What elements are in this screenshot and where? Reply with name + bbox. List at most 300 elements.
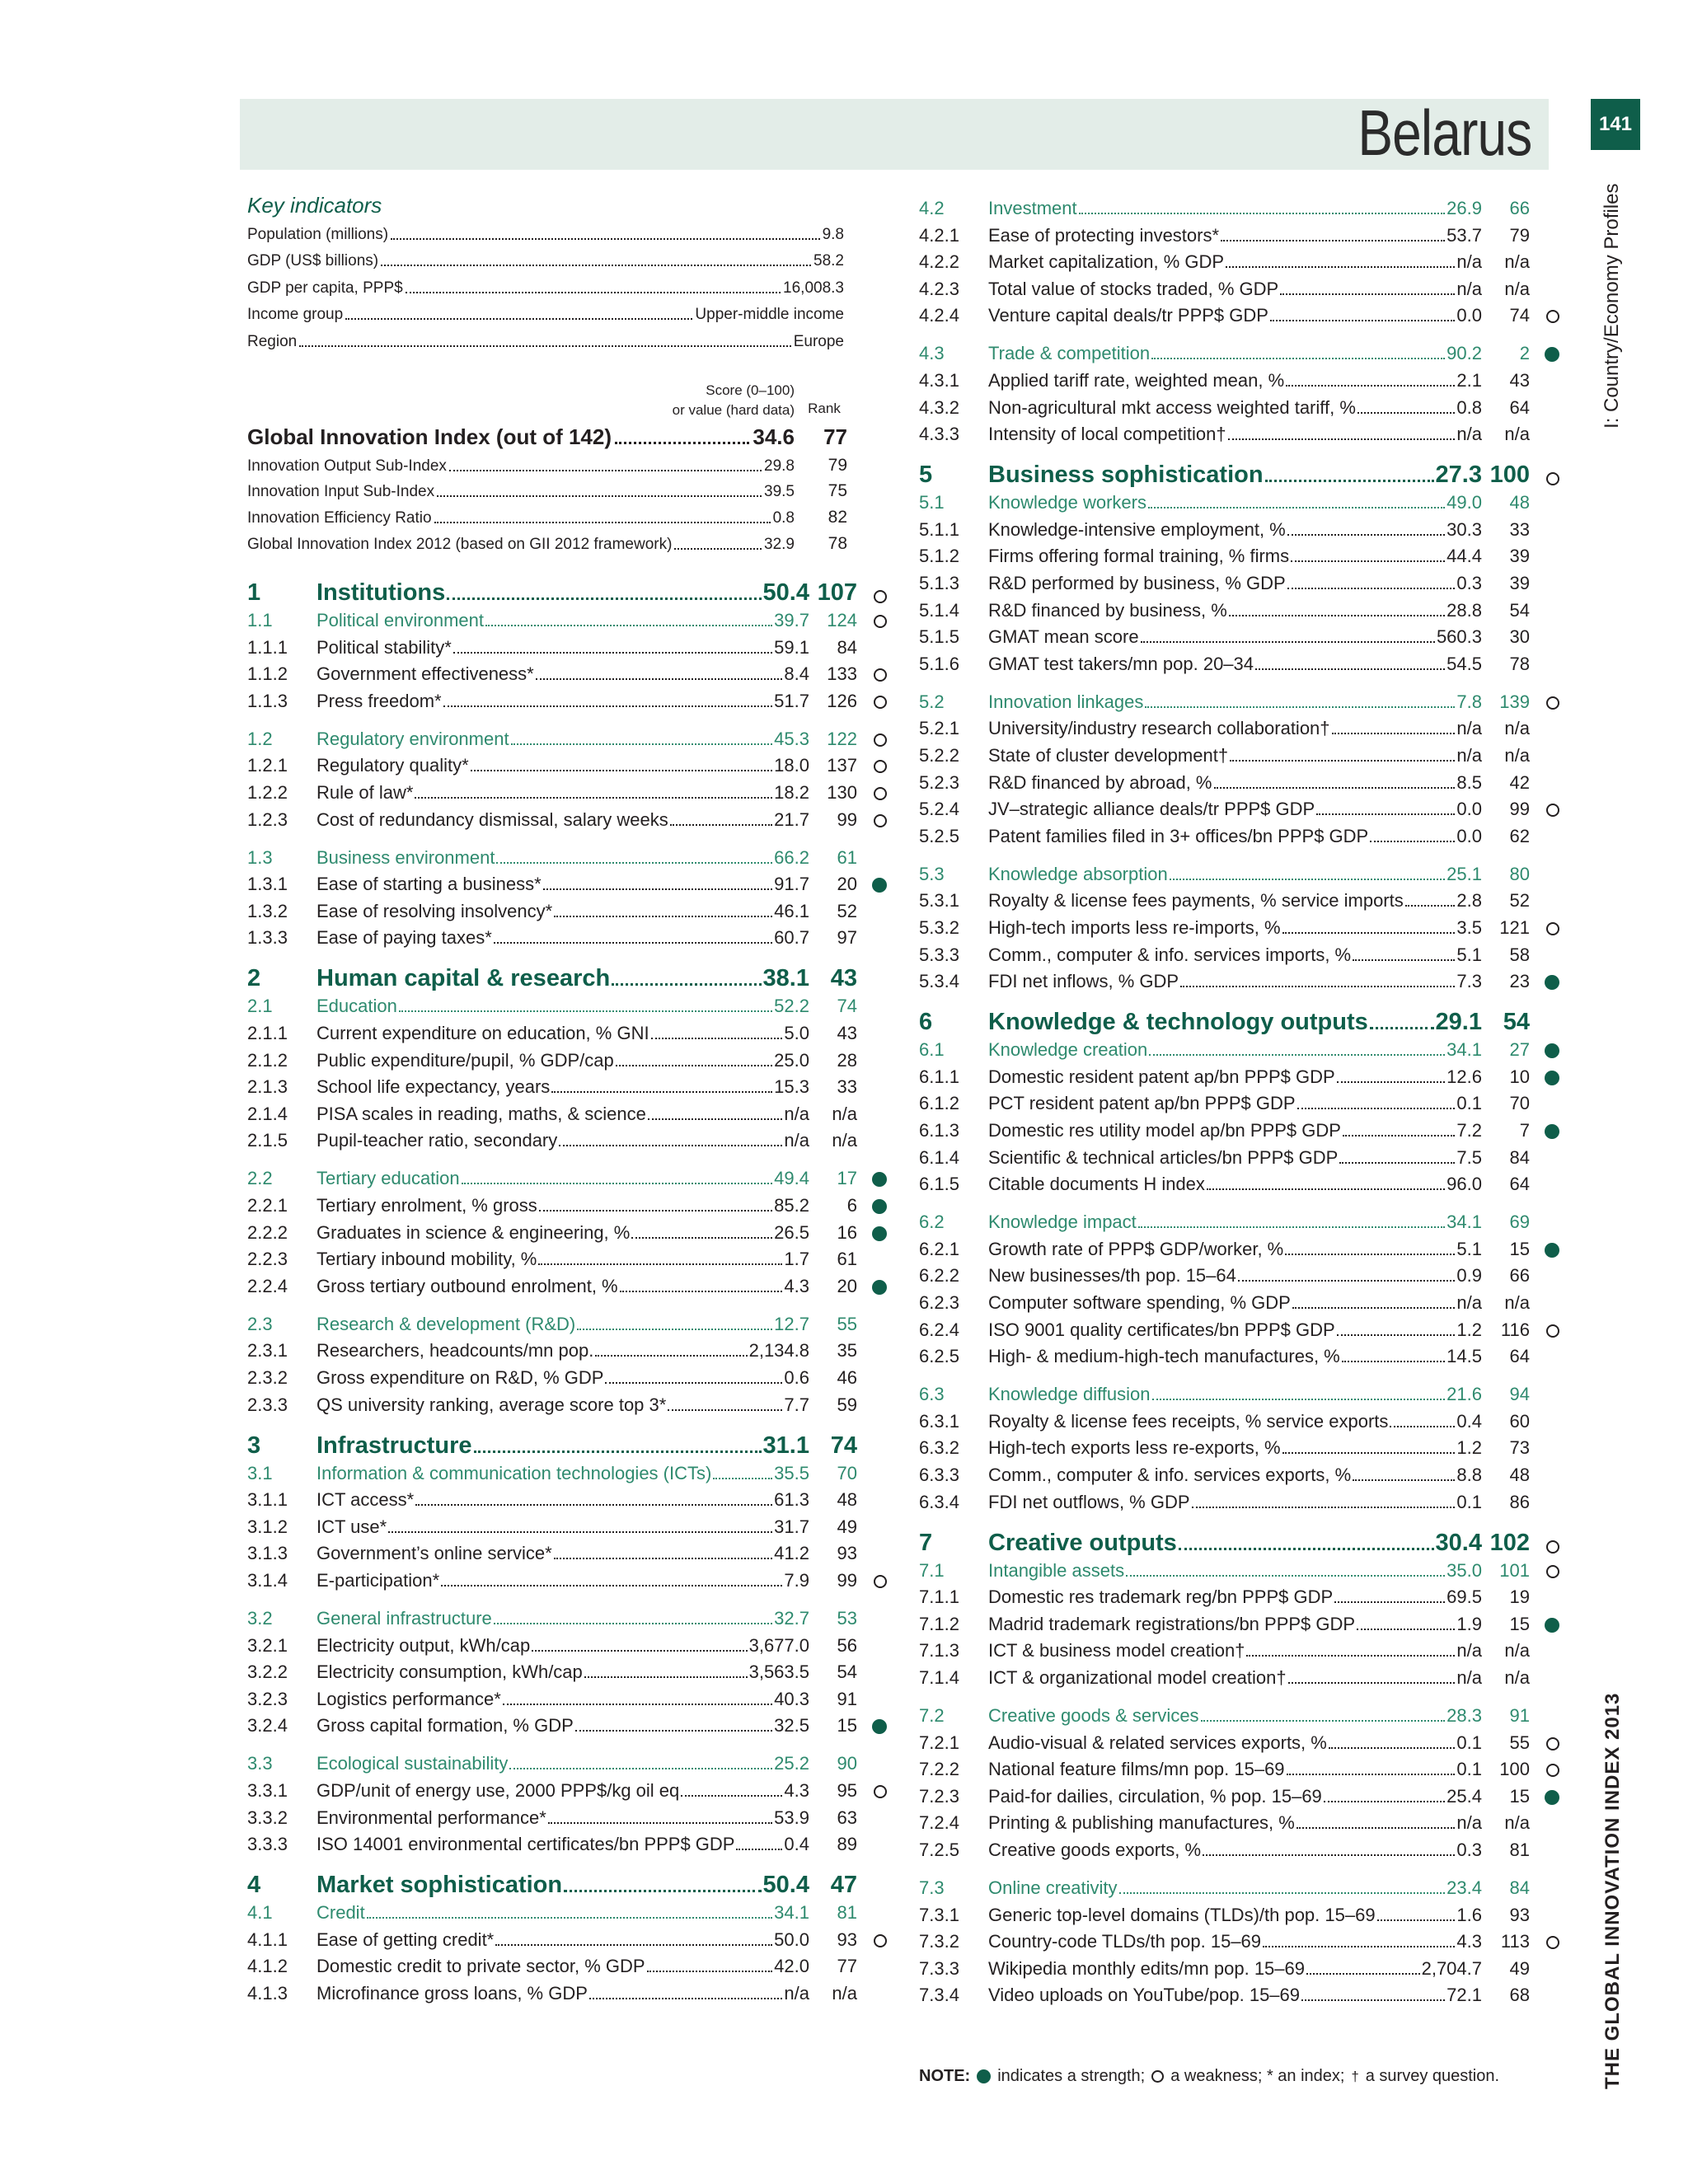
indicator-label: Knowledge absorption: [988, 863, 1168, 884]
marker-slot: [1530, 693, 1559, 713]
indicator-label: Investment: [988, 198, 1077, 218]
indicator-rank: 81: [1509, 1840, 1530, 1860]
indicator-row: [919, 394, 1559, 419]
marker-slot: [1530, 1213, 1559, 1233]
dot-leader: [532, 1650, 747, 1652]
key-indicator-label: Income group: [247, 306, 344, 323]
subindex-row: [247, 476, 847, 501]
indicator-value: 7.9: [784, 1570, 809, 1591]
marker-slot: [1530, 521, 1559, 541]
indicator-label: ISO 9001 quality certificates/bn PPP$ GDP: [988, 1319, 1335, 1340]
strength-marker-icon: [1545, 1043, 1559, 1058]
weakness-marker-icon: [874, 1934, 887, 1947]
dot-leader: [564, 1890, 761, 1892]
indicator-number: 6.1.2: [919, 1093, 959, 1114]
indicator-rank: 20: [837, 874, 857, 895]
indicator-rank: 35: [837, 1340, 857, 1361]
indicator-value: 5.0: [784, 1023, 809, 1043]
dot-leader: [1148, 507, 1445, 509]
dot-leader: [577, 1329, 772, 1330]
marker-slot: [857, 1169, 887, 1189]
indicator-number: 1.2.2: [247, 782, 288, 803]
dot-leader: [1230, 760, 1455, 762]
indicator-rank: 64: [1509, 1174, 1530, 1195]
marker-slot: [857, 811, 887, 831]
marker-slot: [1530, 1041, 1559, 1061]
indicator-value: 53.9: [774, 1807, 809, 1828]
indicator-row: [919, 1170, 1559, 1195]
indicator-label: Creative outputs: [988, 1529, 1177, 1556]
indicator-label: Tertiary inbound mobility, %: [316, 1249, 537, 1270]
indicator-value: n/a: [1456, 278, 1482, 299]
indicator-value: 44.4: [1447, 546, 1482, 567]
indicator-value: n/a: [1456, 718, 1482, 739]
indicator-value: 59.1: [774, 636, 809, 658]
weakness-marker-icon: [1151, 2070, 1164, 2083]
dot-leader: [1221, 240, 1445, 241]
weakness-marker-icon: [874, 615, 887, 628]
indicator-value: 51.7: [774, 690, 809, 711]
subindex-rank: 78: [828, 534, 847, 553]
key-indicator-row: [247, 302, 844, 324]
indicator-value: 35.0: [1447, 1559, 1482, 1581]
dot-leader: [1152, 1399, 1446, 1400]
indicator-number: 3.3: [247, 1753, 273, 1774]
indicator-row: [247, 1245, 887, 1270]
indicator-rank: 30: [1509, 626, 1530, 648]
indicator-number: 6.2.2: [919, 1265, 959, 1286]
indicator-row: [919, 1144, 1559, 1169]
indicator-rank: 91: [837, 1688, 857, 1709]
indicator-number: 7.2.1: [919, 1732, 959, 1753]
subindex-row: [247, 529, 847, 554]
dot-leader: [495, 1944, 772, 1946]
indicator-label: Education: [316, 996, 397, 1017]
indicator-value: 28.3: [1447, 1705, 1482, 1726]
indicator-label: Audio-visual & related services exports, %: [988, 1732, 1327, 1753]
indicator-number: 2.1.4: [247, 1103, 288, 1124]
indicator-number: 5.2.1: [919, 718, 959, 739]
marker-slot: [857, 1782, 887, 1802]
indicator-number: 6.3.2: [919, 1437, 959, 1459]
indicator-value: 0.9: [1456, 1265, 1482, 1286]
dot-leader: [399, 1010, 772, 1012]
indicator-value: 7.2: [1456, 1120, 1482, 1141]
subpillar-row: [919, 489, 1559, 513]
indicator-rank: 79: [1509, 224, 1530, 246]
marker-slot: [857, 1078, 887, 1098]
dot-leader: [1179, 1548, 1434, 1550]
indicator-row: [919, 1955, 1559, 1980]
indicator-label: Knowledge-intensive employment, %: [988, 518, 1286, 540]
indicator-number: 4.2: [919, 198, 945, 218]
dot-leader: [1291, 560, 1445, 562]
indicator-label: Cost of redundancy dismissal, salary weeks: [316, 808, 668, 830]
indicator-rank: 73: [1509, 1437, 1530, 1459]
indicator-rank: 130: [827, 782, 857, 803]
dot-leader: [1214, 787, 1456, 789]
dot-leader: [1201, 1720, 1446, 1722]
indicator-rank: 95: [837, 1780, 857, 1801]
marker-slot: [1530, 628, 1559, 648]
indicator-number: 3.1.3: [247, 1543, 288, 1564]
dot-leader: [415, 797, 772, 799]
indicator-row: [247, 1830, 887, 1855]
indicator-rank: 126: [827, 690, 857, 711]
key-indicator-row: [247, 223, 844, 244]
marker-slot: [1530, 574, 1559, 594]
indicator-row: [247, 1804, 887, 1829]
indicator-value: 560.3: [1436, 626, 1482, 648]
indicator-number: 3: [247, 1432, 261, 1459]
indicator-number: 3.2: [247, 1608, 273, 1629]
indicator-number: 2.2.4: [247, 1275, 288, 1296]
indicator-label: Credit: [316, 1902, 365, 1924]
indicator-value: 25.0: [774, 1049, 809, 1071]
indicator-row: [247, 924, 887, 949]
indicator-row: [247, 1391, 887, 1416]
dot-leader: [1324, 1801, 1445, 1802]
indicator-row: [919, 1262, 1559, 1286]
indicator-label: Ease of getting credit*: [316, 1929, 495, 1950]
indicator-rank: 137: [827, 755, 857, 776]
indicator-value: n/a: [1456, 424, 1482, 445]
marker-slot: [1530, 1094, 1559, 1114]
indicator-value: 0.3: [1456, 1840, 1482, 1860]
indicator-label: Research & development (R&D): [316, 1313, 576, 1334]
indicator-rank: 116: [1500, 1319, 1530, 1340]
indicator-value: 12.7: [774, 1313, 809, 1334]
indicator-rank: 6: [846, 1195, 857, 1216]
indicator-rank: 20: [837, 1275, 857, 1296]
indicator-value: 0.3: [1456, 573, 1482, 593]
indicator-row: [247, 1926, 887, 1951]
indicator-rank: 16: [837, 1221, 857, 1243]
indicator-label: Royalty & license fees receipts, % service exports: [988, 1410, 1389, 1432]
indicator-number: 6.1.5: [919, 1174, 959, 1195]
indicator-number: 5.3.1: [919, 890, 959, 912]
indicator-label: Royalty & license fees payments, % service imports: [988, 890, 1404, 912]
dot-leader: [1286, 385, 1455, 387]
indicator-row: [247, 1019, 887, 1044]
indicator-number: 1.1: [247, 610, 273, 630]
indicator-label: Business environment: [316, 846, 495, 868]
indicator-rank: 99: [837, 1570, 857, 1591]
indicator-label: Creative goods exports, %: [988, 1840, 1202, 1860]
indicator-row: [919, 1783, 1559, 1807]
subpillar-row: [919, 1874, 1559, 1899]
indicator-label: ISO 14001 environmental certificates/bn PPP$ GDP: [316, 1834, 735, 1855]
marker-slot: [1530, 1841, 1559, 1861]
dot-leader: [1229, 615, 1445, 616]
indicator-number: 2.1.1: [247, 1023, 288, 1043]
indicator-rank: 84: [837, 636, 857, 658]
indicator-label: Political environment: [316, 610, 484, 630]
indicator-value: 0.0: [1456, 305, 1482, 326]
key-indicator-value: 9.8: [822, 226, 844, 243]
key-indicator-value: 16,008.3: [783, 279, 844, 297]
dot-leader: [367, 1917, 772, 1919]
gii-label: Global Innovation Index (out of 142): [247, 424, 612, 449]
indicator-value: 1.2: [1456, 1319, 1482, 1340]
indicator-number: 5.2.5: [919, 825, 959, 846]
indicator-rank: 89: [837, 1834, 857, 1855]
indicator-number: 7: [919, 1529, 933, 1556]
marker-slot: [857, 1931, 887, 1951]
indicator-rank: n/a: [1504, 424, 1530, 445]
indicator-number: 5.3.4: [919, 971, 959, 992]
indicator-number: 5.2: [919, 691, 945, 712]
dot-leader: [1285, 1254, 1455, 1255]
marker-slot: [1530, 1016, 1559, 1036]
indicator-row: [919, 516, 1559, 541]
indicator-number: 3.2.2: [247, 1661, 288, 1683]
subpillar-row: [247, 844, 887, 869]
indicator-rank: 39: [1509, 546, 1530, 567]
dot-leader: [443, 705, 773, 707]
dot-leader: [1405, 905, 1456, 907]
indicator-value: 85.2: [774, 1195, 809, 1216]
indicator-value: 1.9: [1456, 1613, 1482, 1634]
indicator-rank: 68: [1509, 1985, 1530, 2006]
indicator-rank: 121: [1499, 917, 1530, 938]
marker-slot: [857, 692, 887, 712]
dot-leader: [1288, 1682, 1456, 1684]
indicator-label: GDP/unit of energy use, 2000 PPP$/kg oil eq: [316, 1780, 680, 1801]
dot-leader: [1265, 480, 1434, 482]
indicator-rank: 54: [837, 1661, 857, 1683]
indicator-row: [919, 367, 1559, 391]
indicator-label: Venture capital deals/tr PPP$ GDP: [988, 305, 1268, 326]
weakness-marker-icon: [874, 787, 887, 800]
indicator-rank: 93: [837, 1543, 857, 1564]
indicator-value: n/a: [1456, 1640, 1482, 1661]
indicator-value: 40.3: [774, 1688, 809, 1709]
indicator-number: 2.2.2: [247, 1221, 288, 1243]
indicator-number: 2.1.5: [247, 1130, 288, 1151]
indicator-value: 0.1: [1456, 1759, 1482, 1780]
marker-slot: [1530, 1439, 1559, 1459]
subindex-label: Global Innovation Index 2012 (based on GII 2012 framework): [247, 536, 673, 553]
marker-slot: [1530, 1879, 1559, 1899]
indicator-rank: n/a: [1504, 1292, 1530, 1313]
dot-leader: [474, 1451, 762, 1453]
indicator-row: [247, 1047, 887, 1071]
marker-slot: [1530, 1986, 1559, 2006]
indicator-rank: 15: [1509, 1238, 1530, 1259]
weakness-marker-icon: [1546, 1936, 1559, 1949]
indicator-rank: n/a: [1504, 1667, 1530, 1688]
dot-leader: [674, 548, 762, 550]
marker-slot: [857, 1277, 887, 1297]
dot-leader: [1342, 1361, 1445, 1362]
indicator-value: 7.5: [1456, 1146, 1482, 1168]
indicator-number: 2.1.2: [247, 1049, 288, 1071]
marker-slot: [1530, 280, 1559, 300]
subindex-label: Innovation Efficiency Ratio: [247, 509, 432, 527]
indicator-number: 7.1.1: [919, 1586, 959, 1608]
indicator-number: 3.2.3: [247, 1688, 288, 1709]
marker-slot: [1530, 344, 1559, 364]
indicator-value: 90.2: [1447, 343, 1482, 364]
indicator-row: [919, 914, 1559, 939]
indicator-rank: 124: [827, 610, 857, 630]
indicator-label: Press freedom*: [316, 690, 442, 711]
dot-leader: [1246, 1655, 1455, 1657]
weakness-marker-icon: [1546, 1540, 1559, 1554]
score-header-line1: Score (0–100): [706, 382, 795, 398]
subindex-row: [247, 451, 847, 476]
dot-leader: [575, 1730, 772, 1732]
note-survey-text: a survey question.: [1365, 2067, 1500, 2085]
indicator-rank: 62: [1509, 825, 1530, 846]
dot-leader: [1255, 668, 1445, 670]
marker-slot: [857, 1610, 887, 1629]
dot-leader: [1357, 1629, 1455, 1630]
indicator-rank: 74: [830, 1432, 857, 1459]
indicator-label: Paid-for dailies, circulation, % pop. 15–69: [988, 1785, 1322, 1807]
indicator-value: 2.8: [1456, 890, 1482, 912]
indicator-value: 2.1: [1456, 370, 1482, 391]
marker-slot: [1530, 946, 1559, 966]
indicator-label: PISA scales in reading, maths, & science: [316, 1103, 646, 1124]
subindex-rank: 82: [828, 508, 847, 527]
indicator-row: [247, 1127, 887, 1151]
indicator-number: 5.1.5: [919, 626, 959, 648]
indicator-row: [247, 1712, 887, 1736]
indicator-label: Electricity consumption, kWh/cap: [316, 1661, 583, 1683]
indicator-row: [919, 887, 1559, 912]
indicator-number: 6.1: [919, 1039, 945, 1061]
indicator-value: 91.7: [774, 874, 809, 895]
subindex-rank: 79: [828, 456, 847, 475]
marker-slot: [1530, 1642, 1559, 1661]
rank-column-header: Rank: [808, 401, 841, 416]
indicator-value: 60.7: [774, 927, 809, 949]
marker-slot: [1530, 827, 1559, 847]
indicator-label: ICT & organizational model creation†: [988, 1667, 1287, 1688]
marker-slot: [1530, 1385, 1559, 1405]
indicator-rank: 59: [837, 1394, 857, 1415]
key-indicator-value: 58.2: [814, 252, 844, 269]
marker-slot: [857, 902, 887, 922]
indicator-row: [919, 1316, 1559, 1341]
indicator-number: 2.3.1: [247, 1340, 288, 1361]
subpillar-row: [919, 688, 1559, 713]
marker-slot: [1530, 1669, 1559, 1689]
indicator-value: 41.2: [774, 1543, 809, 1564]
note-strength-text: indicates a strength;: [997, 2067, 1146, 2085]
report-side-title: THE GLOBAL INNOVATION INDEX 2013: [1601, 1692, 1624, 2089]
marker-slot: [857, 1105, 887, 1125]
indicator-rank: 55: [837, 1313, 857, 1334]
dot-leader: [1292, 1307, 1456, 1309]
indicator-rank: 93: [1509, 1904, 1530, 1925]
marker-slot: [1530, 865, 1559, 885]
dot-leader: [1207, 1188, 1445, 1190]
dot-leader: [1316, 813, 1455, 815]
indicator-value: n/a: [784, 1103, 809, 1124]
key-indicator-row: [247, 249, 844, 270]
indicator-label: Patent families filed in 3+ offices/bn PPP$ GDP: [988, 825, 1369, 846]
dot-leader: [559, 1145, 782, 1146]
indicator-value: 8.4: [784, 663, 809, 685]
dot-leader: [584, 1676, 748, 1678]
marker-slot: [857, 972, 887, 992]
indicator-value: 34.1: [1447, 1039, 1482, 1061]
indicator-rank: 66: [1509, 198, 1530, 218]
subpillar-row: [919, 194, 1559, 219]
dot-leader: [447, 598, 761, 600]
dot-leader: [1334, 1601, 1445, 1603]
indicator-number: 7.2.2: [919, 1759, 959, 1780]
marker-slot: [1530, 1788, 1559, 1807]
indicator-number: 3.3.1: [247, 1780, 288, 1801]
indicator-row: [247, 870, 887, 895]
indicator-rank: 60: [1509, 1410, 1530, 1432]
indicator-number: 5.2.3: [919, 771, 959, 793]
indicator-rank: 61: [837, 846, 857, 868]
marker-slot: [857, 1835, 887, 1855]
legend-note: [919, 2067, 1499, 2086]
strength-marker-icon: [1545, 347, 1559, 362]
indicator-rank: n/a: [832, 1130, 857, 1151]
indicator-rank: 70: [837, 1462, 857, 1483]
indicator-row: [919, 1637, 1559, 1661]
indicator-rank: n/a: [1504, 278, 1530, 299]
dot-leader: [589, 1998, 783, 1999]
marker-slot: [1530, 494, 1559, 513]
indicator-row: [919, 222, 1559, 246]
indicator-value: 4.3: [1456, 1931, 1482, 1952]
indicator-row: [247, 1486, 887, 1511]
indicator-rank: n/a: [1504, 251, 1530, 273]
indicator-row: [247, 1100, 887, 1125]
indicator-rank: 100: [1489, 462, 1530, 489]
indicator-row: [919, 1461, 1559, 1486]
marker-slot: [1530, 972, 1559, 992]
indicator-row: [919, 1664, 1559, 1689]
indicator-label: Infrastructure: [316, 1432, 472, 1459]
indicator-value: 0.8: [1456, 396, 1482, 418]
indicator-value: 31.1: [762, 1432, 809, 1459]
marker-slot: [1530, 1814, 1559, 1834]
indicator-rank: 77: [837, 1956, 857, 1977]
indicator-number: 1.1.1: [247, 636, 288, 658]
indicator-number: 6: [919, 1009, 933, 1036]
weakness-marker-icon: [1546, 1324, 1559, 1338]
indicator-row: [247, 634, 887, 658]
marker-slot: [857, 1369, 887, 1389]
indicator-number: 6.2.3: [919, 1292, 959, 1313]
marker-slot: [857, 875, 887, 895]
dot-leader: [647, 1971, 773, 1972]
indicator-rank: 113: [1500, 1931, 1530, 1952]
strength-marker-icon: [1545, 1618, 1559, 1633]
indicator-rank: 27: [1509, 1039, 1530, 1061]
marker-slot: [857, 1224, 887, 1244]
pillar-row: [247, 963, 887, 992]
strength-marker-icon: [872, 1172, 887, 1187]
indicator-value: n/a: [1456, 251, 1482, 273]
subindex-value: 39.5: [764, 483, 795, 500]
indicator-value: 15.3: [774, 1076, 809, 1098]
subpillar-row: [919, 860, 1559, 885]
indicator-number: 2.1: [247, 996, 273, 1017]
indicator-value: 0.0: [1456, 825, 1482, 846]
strength-marker-icon: [1545, 1790, 1559, 1805]
indicator-row: [919, 248, 1559, 273]
